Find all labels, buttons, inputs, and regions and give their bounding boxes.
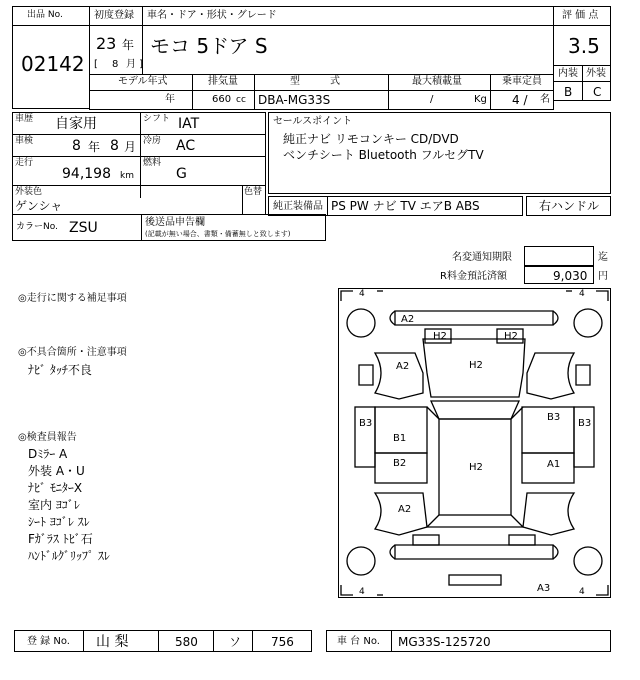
mark-side-left: B3 <box>359 418 373 429</box>
recycle-value: 9,030 <box>553 269 588 283</box>
exterior-label-cell <box>582 65 611 82</box>
corner-label-br: 4 <box>579 587 585 597</box>
lot-label: 出品 No. <box>27 10 63 20</box>
chassis-label-cell <box>326 630 392 652</box>
color-no-value: ZSU <box>69 220 98 236</box>
recycle-label: R料金預託済額 <box>440 271 507 282</box>
plate-kana: ソ <box>229 635 242 649</box>
corner-label-tl: 4 <box>359 289 365 299</box>
inspection-year: 8 <box>72 138 81 154</box>
mark-rear-door-left: B2 <box>393 458 407 469</box>
mark-rear-fender-left: A2 <box>398 504 412 515</box>
capacity-unit: 名 <box>540 94 550 105</box>
name-change-label: 名変通知期限 <box>452 252 512 263</box>
exterior-label: 外装 <box>586 68 606 79</box>
color-change-divider <box>242 185 243 215</box>
plate-number: 756 <box>271 635 294 649</box>
sales-points-line2: ベンチシート Bluetooth フルセグTV <box>283 148 484 162</box>
car-diagram <box>338 288 611 598</box>
displacement-value: 660 <box>212 94 232 105</box>
color-value: ゲンシャ <box>15 199 63 213</box>
after-market-label: 後送品申告欄 <box>145 217 205 228</box>
plate-class: 580 <box>175 635 198 649</box>
usage-label: 車歴 <box>15 114 34 124</box>
steering-cell <box>526 196 611 216</box>
shift-value: IAT <box>178 116 200 132</box>
exterior-grade-cell <box>582 81 611 101</box>
max-load-value: / <box>430 94 434 105</box>
ac-value: AC <box>176 138 196 154</box>
defect-notes: ﾅﾋﾞ ﾀｯﾁ不良 <box>28 363 92 377</box>
sales-points-line1: 純正ナビ リモコンキー CD/DVD <box>283 132 459 146</box>
lot-label-cell <box>12 6 90 26</box>
mark-front-bumper: A2 <box>401 314 415 325</box>
usage-value: 自家用 <box>55 116 97 132</box>
plate-region: 山 梨 <box>96 634 129 650</box>
fuel-label: 燃料 <box>143 158 162 168</box>
first-reg-label-cell <box>89 6 143 26</box>
first-reg-year: 23 <box>96 34 117 53</box>
ac-label: 冷房 <box>143 136 162 146</box>
plate-number-cell <box>252 630 312 652</box>
inspector-notes: Dﾐﾗｰ A 外装 A・U ﾅﾋﾞ ﾓﾆﾀｰX 室内 ﾖｺﾞﾚ ｼｰﾄ ﾖｺﾞﾚ ｽﾚ Fｶﾞﾗｽ ﾄﾋﾞ石 ﾊﾝﾄﾞﾙｸﾞﾘｯﾌﾟ ｽﾚ <box>28 447 110 563</box>
fuel-value: G <box>176 166 187 182</box>
capacity-value: 4 / <box>512 93 528 107</box>
model-year-unit: 年 <box>165 94 175 105</box>
inspection-year-unit: 年 <box>88 140 101 154</box>
mark-hood-left: H2 <box>433 331 447 342</box>
color-no-label: カラーNo. <box>16 222 58 232</box>
mileage-unit: km <box>120 171 134 181</box>
score-cell <box>553 25 611 66</box>
first-reg-month-open: [ <box>94 59 98 70</box>
name-change-box <box>524 246 594 266</box>
corner-label-tr: 4 <box>579 289 585 299</box>
mark-rear-bumper: A3 <box>537 583 551 594</box>
max-load-label: 最大積載量 <box>412 76 462 87</box>
color-label: 外装色 <box>15 187 43 197</box>
score-label: 評 価 点 <box>562 10 599 21</box>
lot-number-cell <box>12 25 90 109</box>
plate-class-cell <box>158 630 214 652</box>
displacement-label: 排気量 <box>208 76 238 87</box>
model-label: 型 式 <box>290 76 340 87</box>
after-market-cell <box>141 214 326 241</box>
car-info-label: 車名・ドア・形状・グレード <box>147 10 277 21</box>
corner-label-bl: 4 <box>359 587 365 597</box>
interior-label: 内装 <box>558 68 578 79</box>
mark-hood-right: H2 <box>504 331 518 342</box>
shift-label: シフト <box>143 114 171 124</box>
mark-side-right: B3 <box>578 418 592 429</box>
equipment-label: 純正装備品 <box>273 201 323 212</box>
name-change-unit: 迄 <box>598 252 608 263</box>
exterior-grade: C <box>593 85 602 99</box>
car-info-label-cell <box>142 6 554 26</box>
mark-front-door-left: B1 <box>393 433 407 444</box>
inspection-month-unit: 月 <box>124 140 137 154</box>
interior-grade-cell <box>553 81 583 101</box>
color-no-cell <box>12 214 142 241</box>
first-reg-month: 8 <box>112 59 119 70</box>
model-year-label: モデル年式 <box>118 76 168 87</box>
defect-notes-title: ◎不具合箇所・注意事項 <box>18 347 127 358</box>
first-reg-divider <box>142 25 143 75</box>
displacement-unit: cc <box>236 95 246 105</box>
driving-notes-title: ◎走行に関する補足事項 <box>18 293 127 304</box>
mark-front-fender-left: A2 <box>396 361 410 372</box>
first-reg-label: 初度登録 <box>94 10 134 21</box>
sales-points-label: セールスポイント <box>273 116 353 127</box>
chassis-value: MG33S-125720 <box>398 635 491 649</box>
sales-points-box <box>268 112 611 194</box>
first-reg-month-close: 月 ] <box>126 59 144 70</box>
car-name: モコ 5ドア S <box>150 34 268 58</box>
chassis-value-cell <box>391 630 611 652</box>
steering-value: 右ハンドル <box>539 199 600 213</box>
mark-roof: H2 <box>469 360 483 371</box>
recycle-unit: 円 <box>598 271 608 282</box>
equipment-label-cell <box>268 196 328 216</box>
inspection-label: 車検 <box>15 136 34 146</box>
equipment-value-cell <box>327 196 523 216</box>
interior-grade: B <box>564 85 573 99</box>
inspector-notes-title: ◎検査員報告 <box>18 432 77 443</box>
plate-label-cell <box>14 630 84 652</box>
mileage-label: 走行 <box>15 158 34 168</box>
model-value: DBA-MG33S <box>258 93 331 107</box>
capacity-label: 乗車定員 <box>502 76 542 87</box>
mark-roof-mid: H2 <box>469 462 483 473</box>
mileage-value: 94,198 <box>62 166 111 182</box>
details-row-1 <box>12 134 266 135</box>
mark-front-door-right: B3 <box>547 412 561 423</box>
score-value: 3.5 <box>568 34 600 58</box>
plate-kana-cell <box>213 630 253 652</box>
after-market-note: (記載が無い場合、書類・備蓄無しと致します) <box>145 230 291 238</box>
car-info-value-cell <box>89 25 554 75</box>
plate-region-cell <box>83 630 159 652</box>
details-row-2 <box>12 156 266 157</box>
interior-label-cell <box>553 65 583 82</box>
equipment-items: PS PW ナビ TV エアB ABS <box>331 199 480 213</box>
inspection-month: 8 <box>110 138 119 154</box>
recycle-box <box>524 266 594 284</box>
color-change-label: 色替 <box>244 187 263 197</box>
mark-rear-door-right: A1 <box>547 459 561 470</box>
max-load-unit: Kg <box>474 94 487 105</box>
score-label-cell <box>553 6 611 26</box>
details-row-3 <box>12 185 266 186</box>
chassis-label: 車 台 No. <box>337 636 380 647</box>
first-reg-year-unit: 年 <box>122 38 135 52</box>
car-diagram-svg <box>339 289 610 597</box>
plate-label: 登 録 No. <box>27 636 70 647</box>
lot-number: 02142 <box>21 52 85 76</box>
